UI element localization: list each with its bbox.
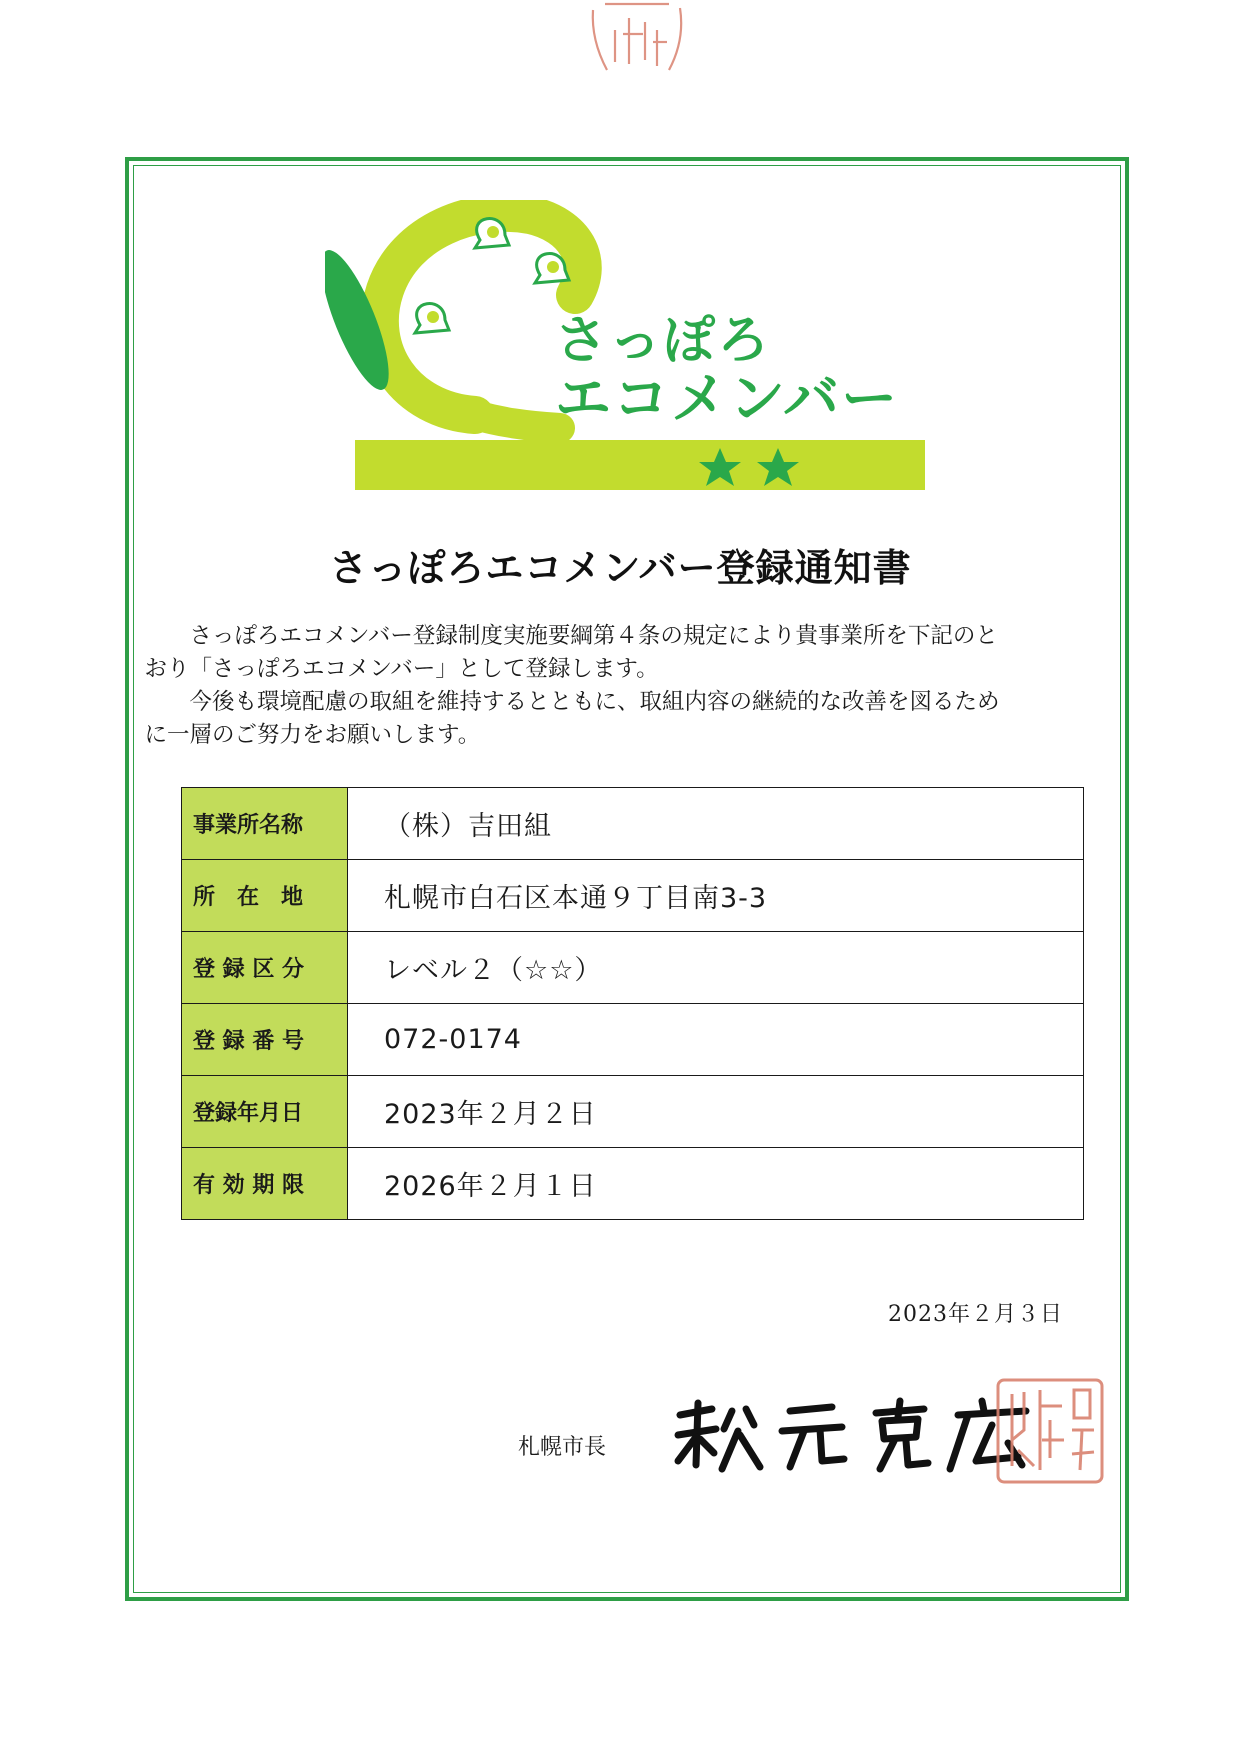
body-text	[144, 620, 1097, 752]
table-row	[182, 1004, 1084, 1076]
issue-date: 2023年２月３日	[888, 1302, 1063, 1327]
logo-text-eco-member: エコメンバー	[555, 367, 900, 432]
table-row	[182, 932, 1084, 1004]
logo-text-sapporo: さっぽろ	[555, 311, 772, 371]
row-value-expiry: 2026年２月１日	[348, 1148, 1084, 1220]
body-p1-line2: おり「さっぽろエコメンバー」として登録します。	[144, 656, 659, 682]
row-label-expiry: 有 効 期 限	[182, 1148, 348, 1220]
mayor-seal-stamp	[990, 1370, 1110, 1490]
row-value-registration-number: 072-0174	[348, 1004, 1084, 1076]
table-row	[182, 788, 1084, 860]
top-seal-stamp	[585, 0, 690, 80]
row-value-category: レベル２（☆☆）	[348, 932, 1084, 1004]
row-label-registration-date: 登録年月日	[182, 1076, 348, 1148]
table-row	[182, 1076, 1084, 1148]
table-row	[182, 860, 1084, 932]
row-label-business-name: 事業所名称	[182, 788, 348, 860]
body-paragraph-2	[144, 686, 1097, 752]
row-label-category: 登 録 区 分	[182, 932, 348, 1004]
row-label-address: 所 在 地	[182, 860, 348, 932]
body-p2-line2: に一層のご努力をお願いします。	[144, 722, 481, 748]
registration-info-table	[181, 787, 1084, 1220]
row-value-registration-date: 2023年２月２日	[348, 1076, 1084, 1148]
row-value-business-name: （株）吉田組	[348, 788, 1084, 860]
row-label-registration-number: 登 録 番 号	[182, 1004, 348, 1076]
row-value-address: 札幌市白石区本通９丁目南3-3	[348, 860, 1084, 932]
document-title: さっぽろエコメンバー登録通知書	[329, 546, 912, 590]
mayor-title: 札幌市長	[518, 1435, 607, 1460]
body-p1-line1: さっぽろエコメンバー登録制度実施要綱第４条の規定により貴事業所を下記のと	[189, 623, 998, 649]
table-row	[182, 1148, 1084, 1220]
body-p2-line1: 今後も環境配慮の取組を維持するとともに、取組内容の継続的な改善を図るため	[189, 689, 1000, 715]
mayor-signature	[672, 1395, 1042, 1475]
body-paragraph-1	[144, 620, 1097, 686]
